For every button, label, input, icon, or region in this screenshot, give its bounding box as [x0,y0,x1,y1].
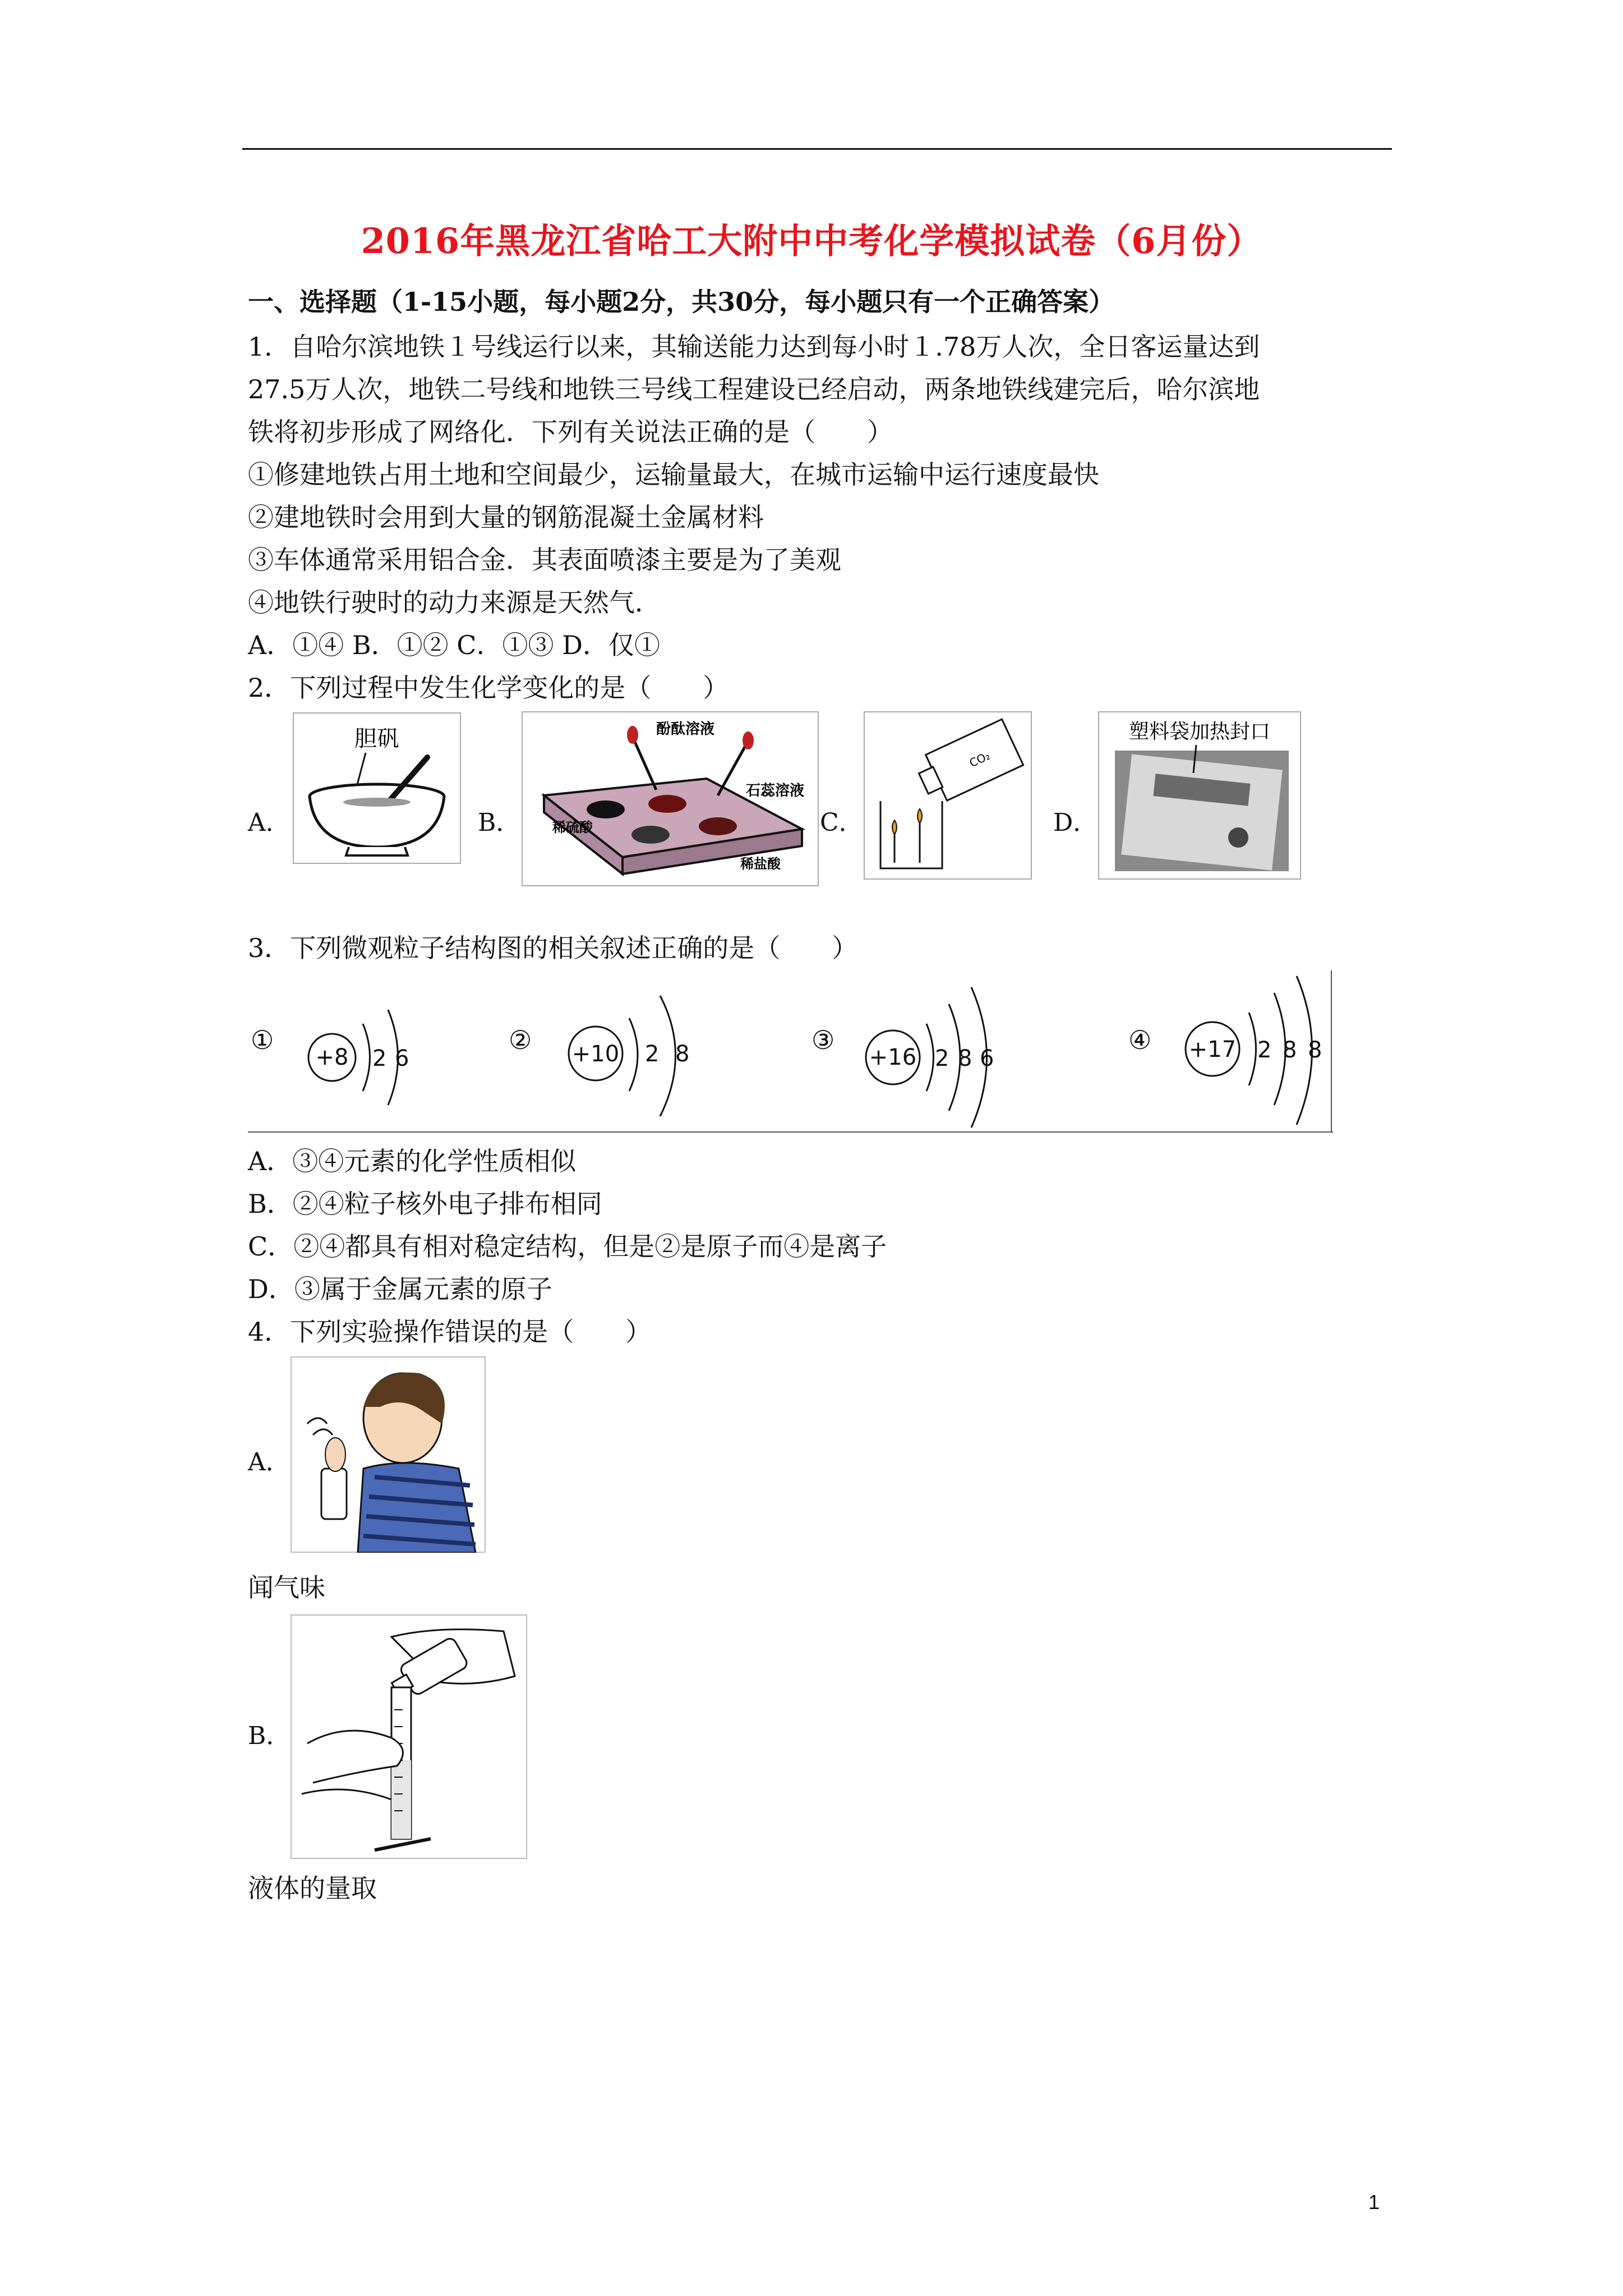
q4-caption-a: 闻气味 [248,1572,325,1603]
q4-label-a: A． [248,1448,291,1476]
q2-image-co2-pouring [864,711,1032,880]
q3-particle-4-nucleus: +17 [1188,1037,1237,1062]
q2-image-plastic-bag [1098,711,1301,880]
q3-option-c: C．②④都具有相对稳定结构，但是②是原子而④是离子 [248,1231,887,1262]
q2-image-spot-plate [522,711,819,886]
section-header: 一、选择题（1-15小题，每小题2分，共30分，每小题只有一个正确答案） [248,287,1115,317]
q1-stem-line-3: 铁将初步形成了网络化．下列有关说法正确的是（ ） [248,417,893,447]
q3-particle-3-nucleus: +16 [869,1045,917,1070]
q1-statement-2: ②建地铁时会用到大量的钢筋混凝土金属材料 [248,502,764,532]
q3-particle-1-nucleus: +8 [315,1045,349,1070]
q3-option-b: B．②④粒子核外电子排布相同 [248,1189,602,1219]
q4-stem: 4．下列实验操作错误的是（ ） [248,1317,652,1347]
q3-particle-3-label: ③ [811,1025,835,1055]
q3-particle-3-shell-1: 2 [935,1046,949,1071]
q4-label-b: B． [248,1722,291,1750]
page-title: 2016年黑龙江省哈工大附中中考化学模拟试卷（6月份） [361,220,1262,261]
q1-statement-4: ④地铁行驶时的动力来源是天然气． [248,587,661,618]
q2-label-b: B． [478,808,521,837]
q2-label-c: C． [820,808,864,837]
q3-particle-4-shell-1: 2 [1257,1037,1272,1063]
q3-particle-3-shell-3: 6 [980,1046,994,1071]
q2-b-sulfuric-text: 稀硫酸 [552,820,593,835]
q1-stem-line-2: 27.5万人次，地铁二号线和地铁三号线工程建设已经启动，两条地铁线建完后，哈尔滨地 [248,374,1260,404]
q3-option-a: A．③④元素的化学性质相似 [248,1146,577,1176]
q3-particle-4-shell-3: 8 [1308,1037,1322,1063]
q3-particle-1-label: ① [251,1025,274,1055]
page-number: 1 [1368,2191,1380,2214]
q2-stem: 2．下列过程中发生化学变化的是（ ） [248,673,729,703]
q2-b-hydrochloric-text: 稀盐酸 [740,856,781,872]
q2-label-d: D． [1053,808,1098,837]
q3-stem: 3．下列微观粒子结构图的相关叙述正确的是（ ） [248,933,858,963]
q4-caption-b: 液体的量取 [248,1873,377,1903]
q4-image-smell [291,1356,486,1553]
q1-statement-3: ③车体通常采用铝合金．其表面喷漆主要是为了美观 [248,545,841,575]
q3-particle-2-nucleus: +10 [571,1041,620,1067]
q3-particle-1-shell-2: 6 [395,1046,409,1071]
q3-particle-diagrams [248,970,1333,1133]
q2-a-label-text: 胆矾 [354,726,399,752]
q3-particle-4-label: ④ [1128,1025,1152,1055]
q1-statement-1: ①修建地铁占用土地和空间最少，运输量最大，在城市运输中运行速度最快 [248,459,1099,490]
q3-option-d: D．③属于金属元素的原子 [248,1274,552,1304]
q2-label-a: A． [248,808,291,837]
q2-c-co2-text: CO₂ [967,748,993,770]
q2-d-caption-text: 塑料袋加热封口 [1128,720,1271,743]
q2-b-litmus-text: 石蕊溶液 [746,783,805,799]
q3-particle-2-shell-2: 8 [675,1041,690,1067]
q3-particle-2-label: ② [509,1025,532,1055]
q4-image-measuring [291,1614,527,1859]
q3-particle-3-shell-2: 8 [958,1046,972,1071]
q2-image-mortar [293,712,461,864]
q3-particle-4-shell-2: 8 [1283,1037,1297,1063]
header-rule [242,148,1392,150]
q1-options: A．①④ B．①② C．①③ D．仅① [248,630,660,660]
q1-stem-line-1: 1．自哈尔滨地铁１号线运行以来，其输送能力达到每小时１.78万人次，全日客运量达到 [248,332,1260,362]
q3-particle-1-shell-1: 2 [372,1046,387,1071]
q3-particle-2-shell-1: 2 [645,1041,660,1067]
q2-b-phenolphthalein-text: 酚酞溶液 [656,721,715,738]
